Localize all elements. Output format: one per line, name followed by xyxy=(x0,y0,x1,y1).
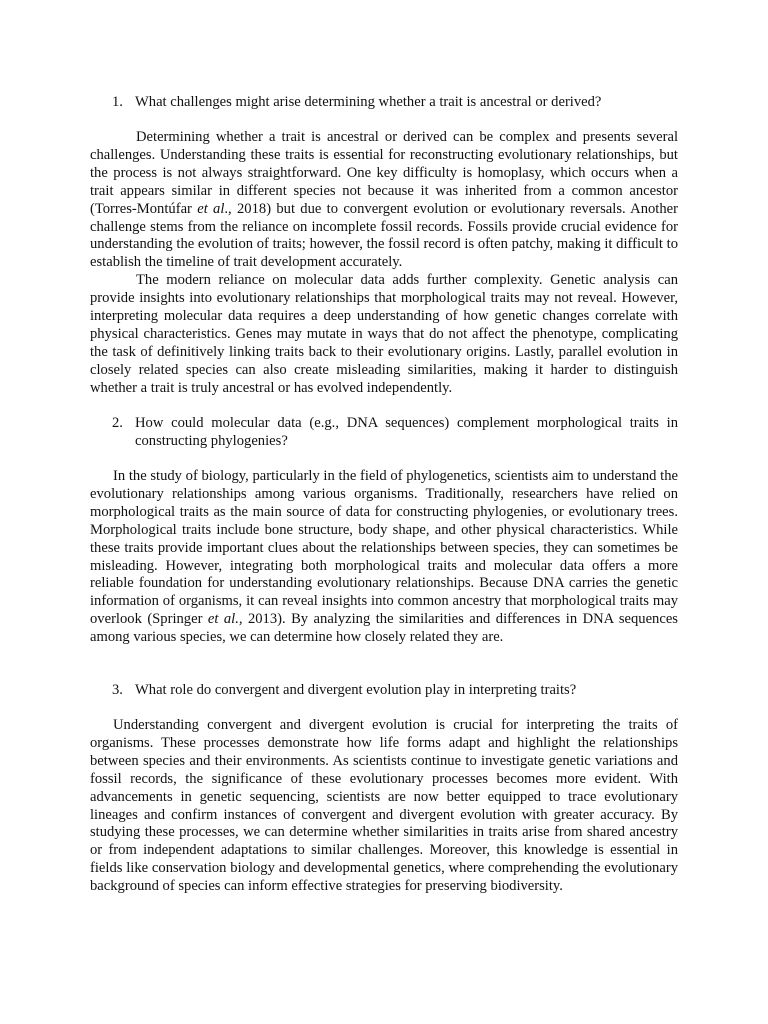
answer-2-paragraph-1 xyxy=(90,468,678,647)
answer-2-paragraph-1-text-b: 2013). By analyzing the similarities and differences in DNA sequences among various species, we can determine how closely related they are. xyxy=(90,611,678,646)
answer-1-paragraph-1-text-a: Determining whether a trait is ancestral or derived can be complex and presents several challenges. Understanding these traits is essential for reconstructing evolutionary relationships, but the process is not always straightforward. One key difficulty is homoplasy, which occurs when a trait appears similar in different species not because it was inherited from a common ancestor (Torres-Montúfar xyxy=(90,129,678,217)
question-1 xyxy=(112,94,678,112)
answer-3 xyxy=(90,717,678,896)
question-3 xyxy=(112,682,678,700)
answer-1-paragraph-1 xyxy=(90,129,678,272)
question-1-text: What challenges might arise determining whether a trait is ancestral or derived? xyxy=(135,94,602,110)
answer-1 xyxy=(90,129,678,398)
question-3-text: What role do convergent and divergent evolution play in interpreting traits? xyxy=(135,682,577,698)
question-1-number: 1. xyxy=(112,94,123,110)
question-2-number: 2. xyxy=(112,415,123,431)
citation-et-al: et al xyxy=(197,200,225,217)
answer-1-paragraph-2: The modern reliance on molecular data adds further complexity. Genetic analysis can provide insights into evolutionary relationships that morphological traits may not reveal. However, interpreting molecular data requires a deep understanding of how genetic changes correlate with physical characteristics. Genes may mutate in ways that do not affect the phenotype, complicating the task of definitively linking traits back to their evolutionary origins. Lastly, parallel evolution in closely related species can also create misleading similarities, making it harder to distinguish whether a trait is truly ancestral or has evolved independently. xyxy=(90,272,678,396)
answer-1-paragraph-1-text-b: ., 2018) but due to convergent evolution or evolutionary reversals. Another challenge stems from the reliance on incomplete fossil records. Fossils provide crucial evidence for understanding the evolution of traits; however, the fossil record is often patchy, making it difficult to establish the timeline of trait development accurately. xyxy=(90,200,678,271)
question-2 xyxy=(112,415,678,451)
answer-2-paragraph-1-text-a: In the study of biology, particularly in the field of phylogenetics, scientists aim to understand the evolutionary relationships among various organisms. Traditionally, researchers have relied on morphological traits as the main source of data for constructing phylogenies, or evolutionary trees. Morphological traits include bone structure, body shape, and other physical characteristics. While these traits provide important clues about the relationships between species, they can sometimes be misleading. However, integrating both morphological traits and molecular data offers a more reliable foundation for understanding evolutionary relationships. Because DNA carries the genetic information of organisms, it can reveal insights into common ancestry that morphological traits may overlook (Springer xyxy=(90,468,678,628)
citation-et-al: et al., xyxy=(207,611,243,628)
answer-2 xyxy=(90,468,678,647)
question-3-number: 3. xyxy=(112,682,123,698)
answer-3-paragraph-1: Understanding convergent and divergent evolution is crucial for interpreting the traits of organisms. These processes demonstrate how life forms adapt and highlight the relationships between species and their environments. As scientists continue to investigate genetic variations and fossil records, the significance of these evolutionary processes becomes more evident. With advancements in genetic sequencing, scientists are now better equipped to trace evolutionary lineages and confirm instances of convergent and divergent evolution with greater accuracy. By studying these processes, we can determine whether similarities in traits arise from shared ancestry or from independent adaptations to similar challenges. Moreover, this knowledge is essential in fields like conservation biology and developmental genetics, where comprehending the evolutionary background of species can inform effective strategies for preserving biodiversity. xyxy=(90,717,678,895)
question-2-text: How could molecular data (e.g., DNA sequences) complement morphological traits in constructing phylogenies? xyxy=(135,415,678,449)
